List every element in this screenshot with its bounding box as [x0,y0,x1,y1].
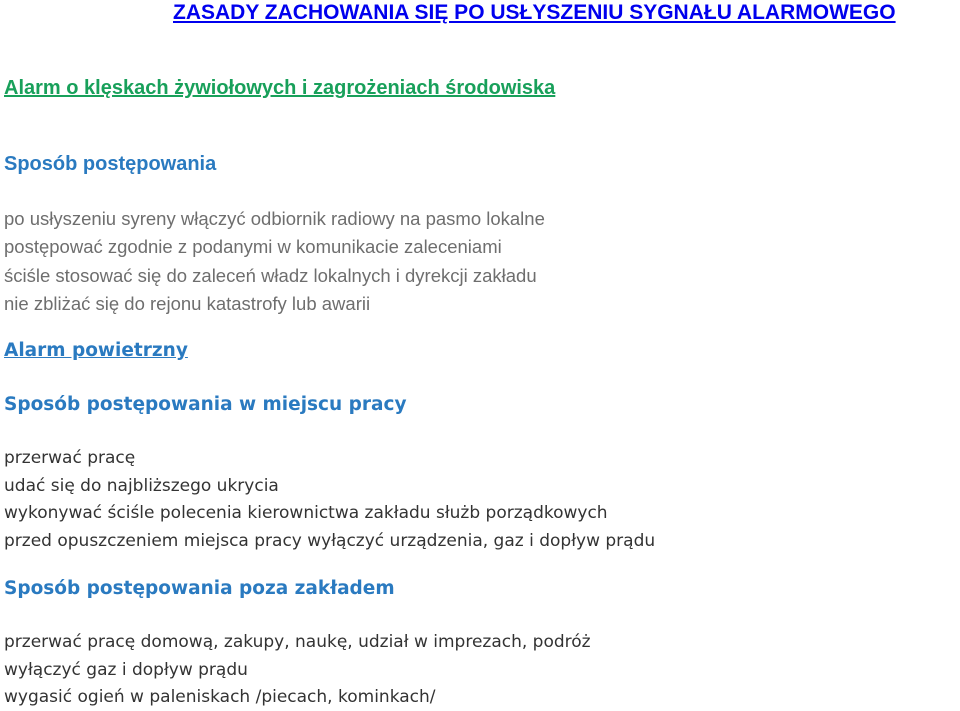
list-item: przed opuszczeniem miejsca pracy wyłączyć urządzenia, gaz i dopływ prądu [4,531,656,552]
subheading-outside-procedure: Sposób postępowania poza zakładem [4,578,395,599]
list-item: ściśle stosować się do zaleceń władz lokalnych i dyrekcji zakładu [4,264,537,286]
procedure-list [4,205,545,318]
subheading-procedure: Sposób postępowania [4,153,217,175]
section-heading-air-raid[interactable]: Alarm powietrzny [4,340,188,361]
list-item: postępować zgodnie z podanymi w komunikacie zaleceniami [4,236,502,258]
outside-procedure-list [4,629,591,711]
page-title[interactable]: ZASADY ZACHOWANIA SIĘ PO USŁYSZENIU SYGNAŁU ALARMOWEGO [173,1,896,24]
section-heading-natural-disaster[interactable]: Alarm o klęskach żywiołowych i zagrożeniach środowiska [4,77,556,99]
list-item: wykonywać ściśle polecenia kierownictwa zakładu służb porządkowych [4,503,608,524]
list-item: wyłączyć gaz i dopływ prądu [4,659,248,680]
list-item: wygasić ogień w paleniskach /piecach, kominkach/ [4,687,436,708]
list-item: nie zbliżać się do rejonu katastrofy lub awarii [4,292,371,314]
list-item: udać się do najbliższego ukrycia [4,475,279,496]
subheading-workplace-procedure: Sposób postępowania w miejscu pracy [4,394,407,415]
list-item: po usłyszeniu syreny włączyć odbiornik radiowy na pasmo lokalne [4,208,545,229]
workplace-procedure-list [4,445,655,556]
list-item: przerwać pracę domową, zakupy, naukę, udział w imprezach, podróż [4,632,591,652]
list-item: przerwać pracę [4,448,136,468]
